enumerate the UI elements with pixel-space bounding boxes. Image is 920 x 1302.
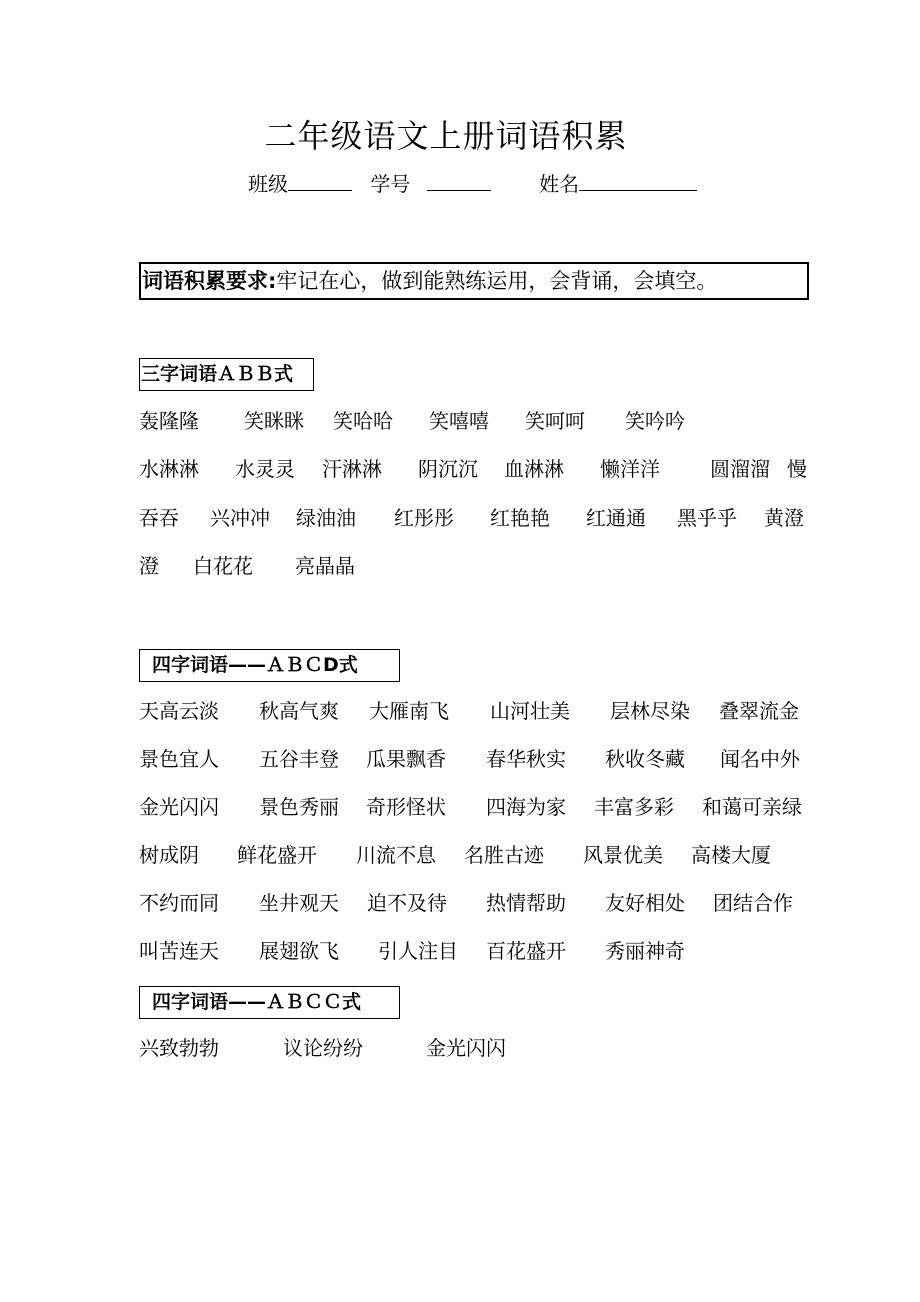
word-item: 大雁南飞 [369, 699, 449, 723]
word-item: 迫不及待 [367, 891, 447, 915]
word-item: 懒洋洋 [600, 457, 660, 481]
word-item: 红艳艳 [490, 506, 550, 530]
word-item: 引人注目 [378, 939, 458, 963]
word-item: 笑眯眯 [244, 409, 304, 433]
word-item: 叫苦连天 [139, 939, 219, 963]
student-info-line [248, 170, 697, 198]
word-item: 团结合作 [713, 891, 793, 915]
word-item: 景色秀丽 [259, 795, 339, 819]
word-item: 血淋淋 [504, 457, 564, 481]
word-row [0, 407, 920, 441]
word-item: 层林尽染 [610, 699, 690, 723]
word-item: 鲜花盛开 [237, 843, 317, 867]
word-item: 金光闪闪 [426, 1036, 506, 1060]
word-item: 绿油油 [296, 506, 356, 530]
word-item: 兴致勃勃 [139, 1036, 219, 1060]
word-row [0, 1034, 920, 1068]
name-blank[interactable] [579, 171, 697, 191]
word-item: 不约而同 [139, 891, 219, 915]
word-item: 丰富多彩 [594, 795, 674, 819]
word-row [0, 745, 920, 779]
section-header-abcc: 四字词语——ＡＢＣＣ式 [139, 986, 400, 1019]
word-item: 和蔼可亲绿 [702, 795, 802, 819]
word-item: 黑乎乎 [677, 506, 737, 530]
page-title: 二年级语文上册词语积累 [264, 117, 628, 155]
requirement-box [139, 262, 809, 300]
word-item: 闻名中外 [720, 747, 800, 771]
word-item: 天高云淡 [139, 699, 219, 723]
word-row [0, 552, 920, 586]
word-item: 阴沉沉 [418, 457, 478, 481]
word-row [0, 455, 920, 489]
word-row [0, 697, 920, 731]
word-item: 吞吞 [139, 506, 179, 530]
word-item: 热情帮助 [486, 891, 566, 915]
section-header-abb: 三字词语ＡＢＢ式 [139, 358, 314, 391]
word-item: 议论纷纷 [283, 1036, 363, 1060]
word-item: 名胜古迹 [464, 843, 544, 867]
word-item: 展翅欲飞 [259, 939, 339, 963]
word-item: 川流不息 [356, 843, 436, 867]
word-item: 笑吟吟 [625, 409, 685, 433]
word-item: 黄澄 [764, 506, 804, 530]
word-item: 叠翠流金 [719, 699, 799, 723]
word-item: 景色宜人 [139, 747, 219, 771]
word-item: 五谷丰登 [259, 747, 339, 771]
word-item: 春华秋实 [486, 747, 566, 771]
requirement-label: 词语积累要求: [142, 269, 277, 293]
class-blank[interactable] [288, 171, 352, 191]
word-row [0, 504, 920, 538]
word-row [0, 889, 920, 923]
word-item: 秋高气爽 [259, 699, 339, 723]
word-item: 水淋淋 [139, 457, 199, 481]
word-item: 笑呵呵 [525, 409, 585, 433]
word-item: 坐井观天 [259, 891, 339, 915]
word-item: 高楼大厦 [691, 843, 771, 867]
word-item: 友好相处 [605, 891, 685, 915]
word-item: 兴冲冲 [210, 506, 270, 530]
word-item: 澄 [139, 554, 159, 578]
word-item: 红彤彤 [394, 506, 454, 530]
word-item: 圆溜溜 [710, 457, 770, 481]
word-item: 亮晶晶 [295, 554, 355, 578]
word-item: 奇形怪状 [366, 795, 446, 819]
word-item: 笑嘻嘻 [429, 409, 489, 433]
word-item: 汗淋淋 [322, 457, 382, 481]
word-item: 瓜果飘香 [366, 747, 446, 771]
word-item: 风景优美 [583, 843, 663, 867]
word-item: 秋收冬藏 [605, 747, 685, 771]
section-header-abcd: 四字词语——ＡＢＣD式 [139, 649, 400, 682]
word-item: 树成阴 [139, 843, 199, 867]
word-row [0, 793, 920, 827]
word-row [0, 841, 920, 875]
word-item: 红通通 [586, 506, 646, 530]
word-item: 笑哈哈 [333, 409, 393, 433]
word-item: 水灵灵 [235, 457, 295, 481]
word-item: 轰隆隆 [139, 409, 199, 433]
name-label: 姓名 [539, 172, 580, 196]
requirement-text: 牢记在心，做到能熟练运用，会背诵，会填空。 [276, 269, 718, 293]
word-item: 慢 [787, 457, 807, 481]
number-label: 学号 [370, 172, 411, 196]
word-item: 金光闪闪 [139, 795, 219, 819]
number-blank[interactable] [427, 171, 491, 191]
word-item: 四海为家 [486, 795, 566, 819]
class-label: 班级 [248, 172, 288, 196]
word-item: 山河壮美 [490, 699, 570, 723]
word-item: 白花花 [193, 554, 253, 578]
word-row [0, 937, 920, 971]
word-item: 秀丽神奇 [605, 939, 685, 963]
word-item: 百花盛开 [486, 939, 566, 963]
